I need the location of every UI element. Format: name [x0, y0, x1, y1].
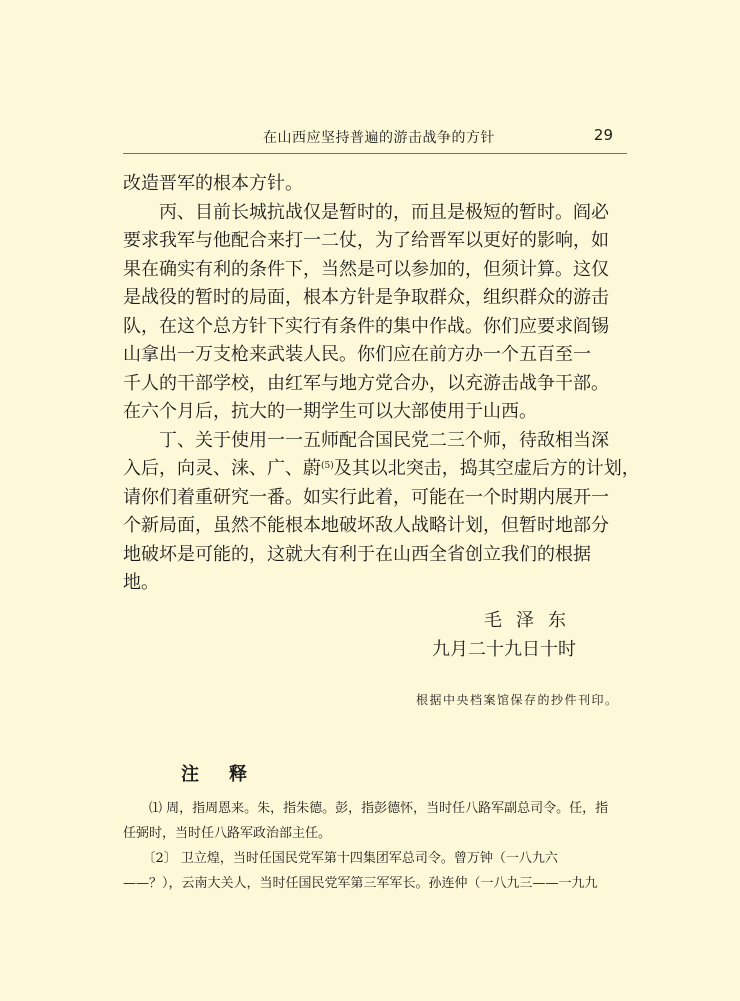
notes-section — [123, 796, 633, 896]
text-line: 地。 — [123, 572, 159, 593]
note-line: 任弼时，当时任八路军政治部主任。 — [123, 826, 332, 841]
text-line: 在六个月后，抗大的一期学生可以大部使用于山西。 — [123, 401, 537, 422]
text-line: 是战役的暂时的局面，根本方针是争取群众，组织群众的游击 — [123, 287, 609, 308]
text-line: 改造晋军的根本方针。 — [123, 173, 303, 194]
note-line: 〔2〕 卫立煌，当时任国民党军第十四集团军总司令。曾万钟（一八九六 — [123, 851, 558, 866]
text-line: 要求我军与他配合来打一二仗，为了给晋军以更好的影响，如 — [123, 230, 609, 251]
note-line: ⑴ 周，指周恩来。朱，指朱德。彭，指彭德怀，当时任八路军副总司令。任，指 — [123, 801, 609, 816]
text-line-with-note — [123, 455, 640, 484]
running-title: 在山西应坚持普遍的游击战争的方针 — [263, 130, 495, 146]
text-line: 丁、关于使用一一五师配合国民党二三个师，待敌相当深 — [123, 429, 609, 451]
notes-heading: 注释 — [181, 764, 277, 785]
signature-name: 毛泽东 — [484, 610, 580, 631]
text-line: 果在确实有利的条件下，当然是可以参加的，但须计算。这仅 — [123, 258, 609, 280]
text-line: 山拿出一万支枪来武装人民。你们应在前方办一个五百至一 — [123, 344, 591, 365]
main-text — [123, 170, 640, 598]
page-number: 29 — [593, 126, 613, 144]
text-line: 个新局面，虽然不能根本地破坏敌人战略计划，但暂时地部分 — [123, 515, 609, 536]
signature-date: 九月二十九日十时 — [432, 639, 576, 660]
text-segment: 及其以北突击，捣其空虚后方的计划， — [333, 458, 640, 479]
text-line: 丙、目前长城抗战仅是暂时的，而且是极短的暂时。阎必 — [123, 201, 609, 223]
text-segment: 入后，向灵、涞、广、蔚 — [123, 458, 321, 479]
text-line: 地破坏是可能的，这就大有利于在山西全省创立我们的根据 — [123, 543, 591, 565]
running-header — [123, 121, 627, 154]
source-note: 根据中央档案馆保存的抄件刊印。 — [416, 693, 619, 707]
text-line: 请你们着重研究一番。如实行此着，可能在一个时期内展开一 — [123, 486, 609, 508]
text-line: 千人的干部学校，由红军与地方党合办，以充游击战争干部。 — [123, 372, 609, 394]
text-line: 队，在这个总方针下实行有条件的集中作战。你们应要求阎锡 — [123, 315, 609, 337]
footnote-reference-5[interactable]: (5) — [321, 461, 334, 471]
note-line: ——？），云南大关人，当时任国民党军第三军军长。孙连仲（一八九三——一九九 — [123, 876, 598, 891]
